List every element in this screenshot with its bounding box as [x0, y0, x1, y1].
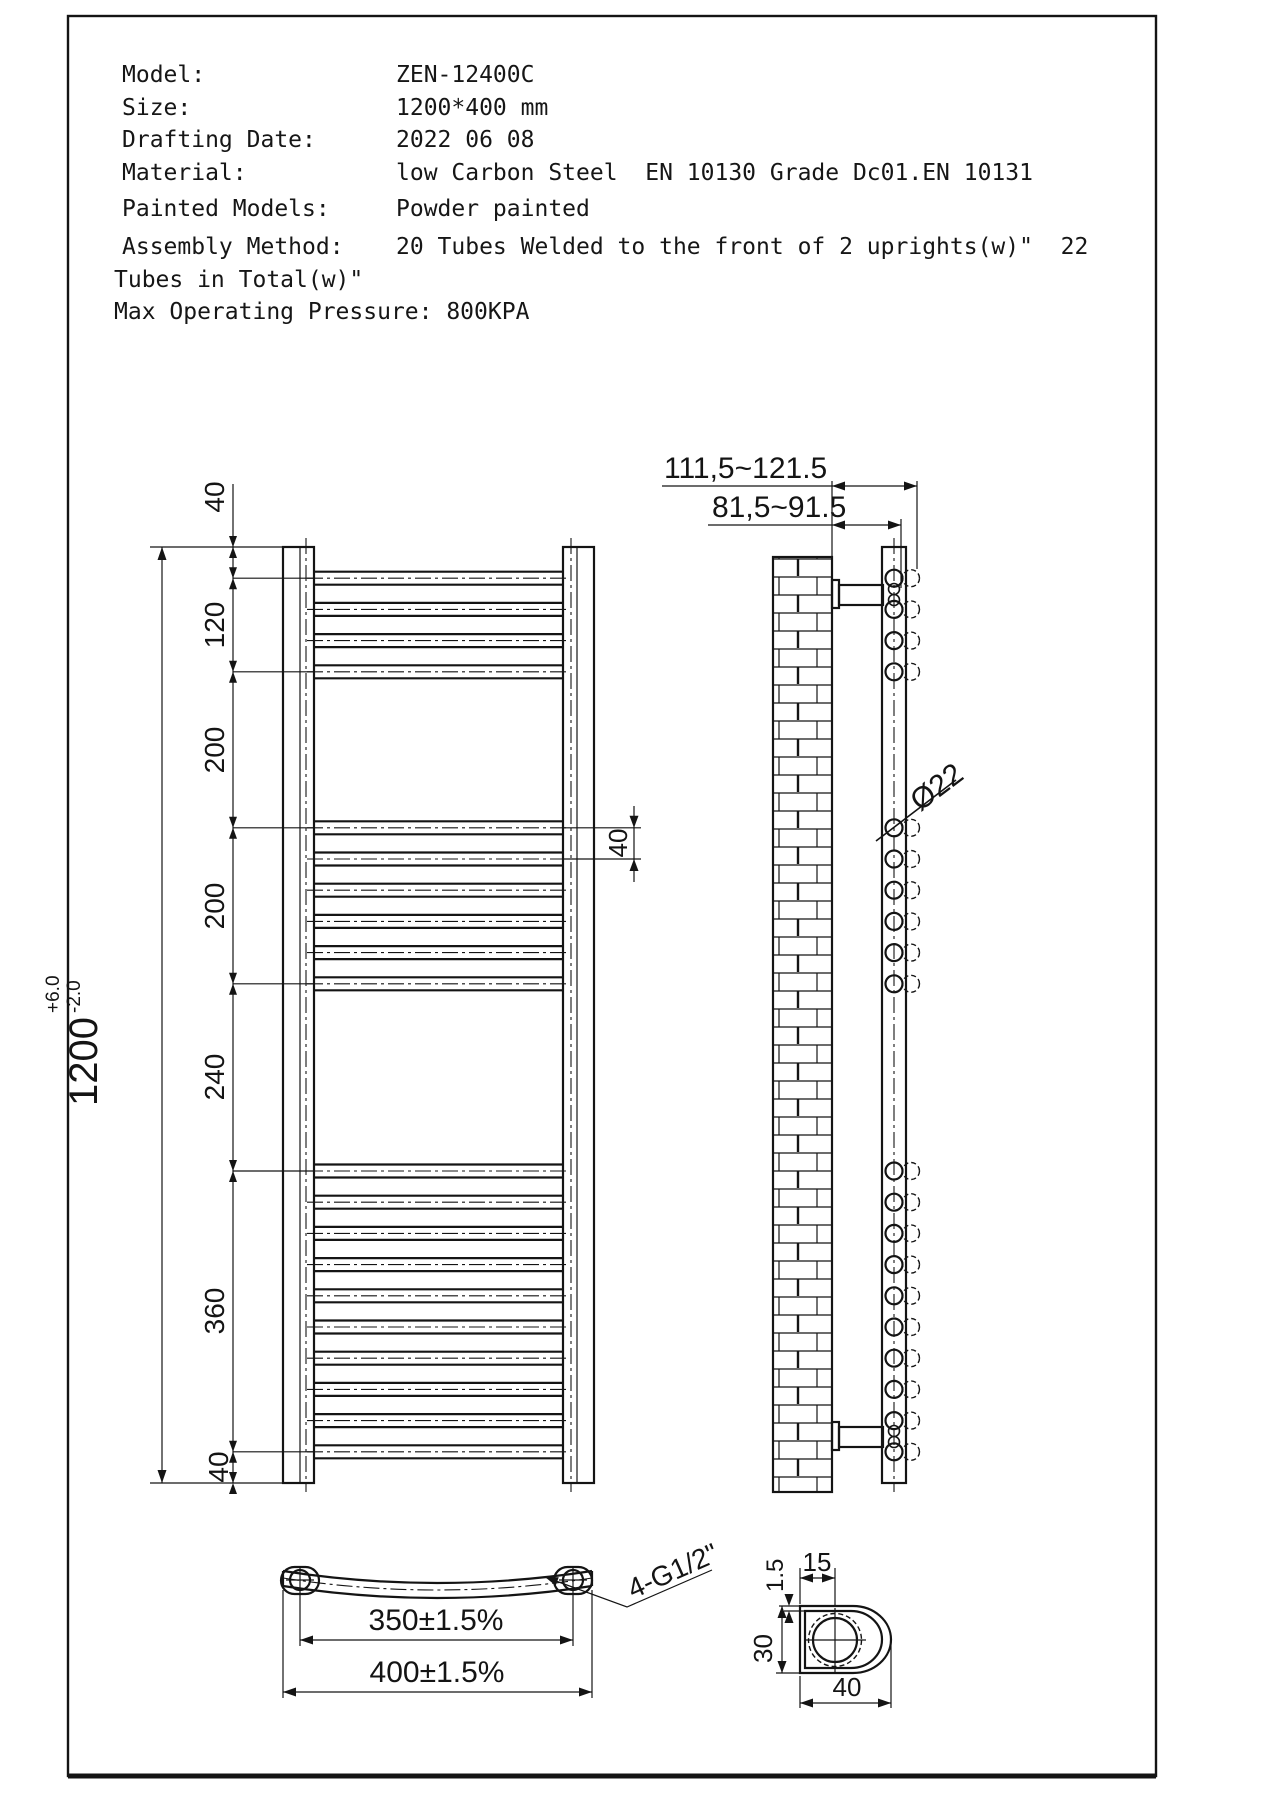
- dim-seg-360: 360: [199, 1287, 230, 1335]
- sheet-border: [68, 16, 1156, 1776]
- front-view: [43, 481, 641, 1494]
- spec-label: Material:: [122, 160, 247, 186]
- dim-wall-depth-max-text: 111,5~121.5: [664, 452, 828, 485]
- wall-bracket-bottom: [832, 1422, 900, 1450]
- spec-label: Assembly Method:: [122, 234, 344, 260]
- dim-chain: [199, 481, 313, 1494]
- bottom-view: [281, 1537, 723, 1698]
- dim-seg-120: 120: [199, 601, 230, 649]
- front-left-upright: [283, 547, 314, 1483]
- dim-overall-height-text: 1200: [62, 1017, 106, 1106]
- dim-seg-200b: 200: [199, 882, 230, 930]
- dim-hole-offset-text: 15: [802, 1547, 832, 1577]
- dim-seg-200a: 200: [199, 726, 230, 774]
- dim-overall-width-text: 400±1.5%: [369, 1656, 505, 1689]
- dim-seg-40-bottom: 40: [203, 1451, 234, 1483]
- dim-overall-tol-plus: +6.0: [43, 975, 64, 1013]
- spec-continuation: Tubes in Total(w)": [114, 267, 364, 293]
- dim-tube-pitch-text: 40: [603, 828, 633, 858]
- dim-seg-240: 240: [199, 1053, 230, 1101]
- spec-label: Drafting Date:: [122, 127, 316, 153]
- dim-overall-tol-minus: -2.0: [64, 980, 85, 1013]
- dim-tube-diameter: [876, 757, 970, 841]
- wall-section: [773, 557, 832, 1492]
- detail-view: [748, 1547, 891, 1708]
- spec-label: Painted Models:: [122, 196, 330, 222]
- front-tubes: [307, 572, 570, 1459]
- spec-value: ZEN-12400C: [396, 62, 535, 88]
- dim-connection-thread: [543, 1537, 722, 1607]
- side-tube-ends: [886, 570, 920, 1461]
- dim-bracket-width: [800, 1642, 891, 1708]
- dim-wall-depth-min-text: 81,5~91.5: [712, 491, 847, 524]
- spec-label: Size:: [122, 95, 192, 121]
- dim-tube-diameter-text: Ø22: [904, 757, 970, 818]
- dim-bracket-spacing-text: 350±1.5%: [368, 1604, 504, 1637]
- dim-connection-thread-text: 4-G1/2": [622, 1537, 723, 1605]
- dim-wall-thickness-text: 1.5: [762, 1558, 789, 1592]
- spec-value: Powder painted: [396, 196, 590, 222]
- dim-bracket-depth: [748, 1606, 800, 1673]
- spec-value: low Carbon Steel EN 10130 Grade Dc01.EN 10131: [396, 160, 1033, 186]
- dim-bracket-width-text: 40: [832, 1672, 862, 1702]
- spec-pressure: Max Operating Pressure: 800KPA: [114, 299, 530, 325]
- dim-seg-40-top: 40: [199, 481, 230, 513]
- spec-value: 2022 06 08: [396, 127, 535, 153]
- side-view: [662, 452, 970, 1492]
- dim-bracket-depth-text: 30: [748, 1634, 778, 1663]
- dim-hole-offset: [800, 1547, 835, 1606]
- front-right-upright: [563, 547, 594, 1483]
- spec-value: 20 Tubes Welded to the front of 2 uprights(w)" 22: [396, 234, 1089, 260]
- dim-tube-pitch: [563, 806, 641, 882]
- dim-bracket-spacing: [300, 1594, 573, 1646]
- spec-value: 1200*400 mm: [396, 95, 549, 121]
- spec-label: Model:: [122, 62, 206, 88]
- dim-overall-height: [43, 547, 284, 1483]
